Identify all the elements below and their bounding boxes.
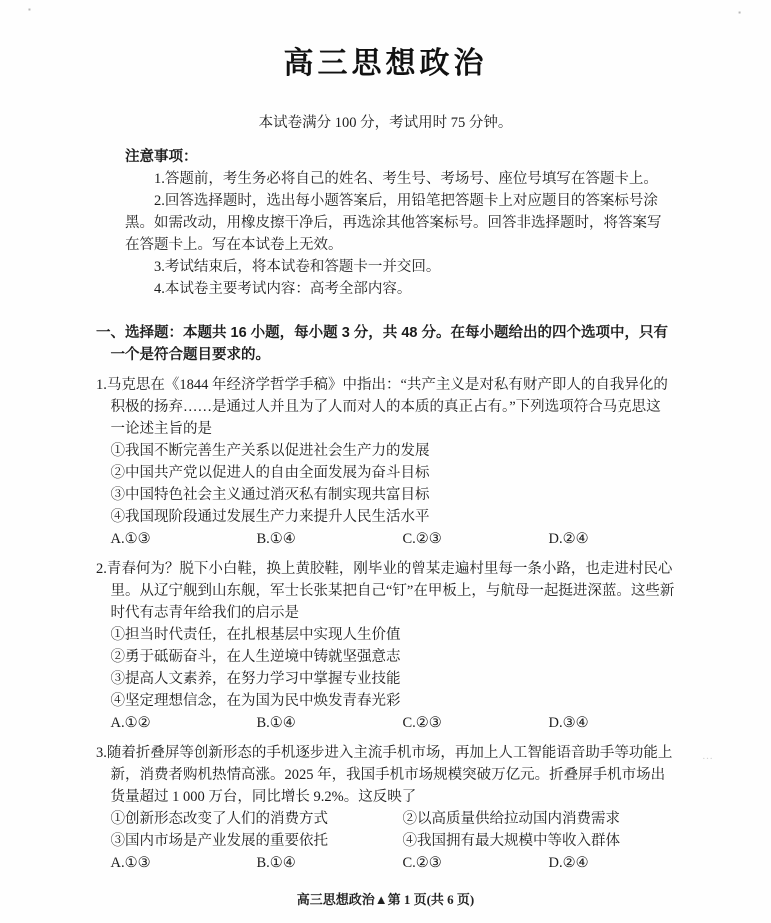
- scan-artifact: ▪: [738, 8, 741, 17]
- notice-item-3: 3.考试结束后，将本试卷和答题卡一并交回。: [154, 259, 441, 275]
- question-3-options: [111, 808, 676, 852]
- notice-item-1: 1.答题前，考生务必将自己的姓名、考生号、考场号、座位号填写在答题卡上。: [154, 171, 658, 187]
- choice-d: D.②④: [548, 531, 589, 547]
- question-2: [96, 558, 675, 734]
- option-4: ④我国现阶段通过发展生产力来提升人民生活水平: [110, 509, 430, 525]
- question-2-choices: [111, 712, 676, 734]
- choice-b: B.①④: [256, 715, 296, 731]
- choice-b: B.①④: [256, 855, 296, 871]
- option-3: ③提高人文素养，在努力学习中掌握专业技能: [110, 671, 401, 687]
- question-2-options: [111, 624, 676, 712]
- option-1: ①创新形态改变了人们的消费方式: [110, 811, 328, 827]
- question-3-choices: [111, 852, 676, 874]
- question-1: [96, 374, 675, 550]
- question-1-stem: 1.马克思在《1844 年经济学哲学手稿》中指出：“共产主义是对私有财产即人的自我异化的积极的扬弃……是通过人并且为了人而对人的本质的真正占有。”下列选项符合马克思这一论述主旨的是: [96, 377, 668, 437]
- choice-d: D.②④: [548, 855, 589, 871]
- question-1-options: [111, 440, 676, 528]
- option-1: ①我国不断完善生产关系以促进社会生产力的发展: [110, 443, 430, 459]
- option-4: ④坚定理想信念，在为国为民中焕发青春光彩: [110, 693, 401, 709]
- choice-c: C.②③: [402, 531, 442, 547]
- question-2-stem: 2.青春何为？脱下小白鞋，换上黄胶鞋，刚毕业的曾某走遍村里每一条小路，也走进村民心里。从辽宁舰到山东舰，军士长张某把自己“钉”在甲板上，与航母一起挺进深蓝。这些新时代有志青年给我们的启示是: [96, 561, 675, 621]
- choice-b: B.①④: [256, 531, 296, 547]
- notice-item-2: 2.回答选择题时，选出每小题答案后，用铅笔把答题卡上对应题目的答案标号涂黑。如需改动，用橡皮擦干净后，再选涂其他答案标号。回答非选择题时，将答案写在答题卡上。写在本试卷上无效。: [125, 193, 662, 253]
- question-1-choices: [111, 528, 676, 550]
- option-2: ②勇于砥砺奋斗，在人生逆境中铸就坚强意志: [110, 649, 401, 665]
- question-3: [96, 742, 675, 874]
- page-footer: 高三思想政治▲第 1 页(共 6 页): [296, 892, 475, 907]
- choice-a: A.①③: [110, 855, 151, 871]
- scan-artifact: ▪: [28, 5, 31, 14]
- page-title: 高三思想政治: [283, 47, 488, 80]
- option-3: ③国内市场是产业发展的重要依托: [110, 833, 328, 849]
- notice-heading: 注意事项：: [125, 149, 198, 165]
- choice-a: A.①③: [110, 531, 151, 547]
- notice-section: [125, 146, 675, 300]
- section-heading: 一、选择题：本题共 16 小题，每小题 3 分，共 48 分。在每小题给出的四个选项中，只有一个是符合题目要求的。: [96, 325, 668, 363]
- option-2: ②中国共产党以促进人的自由全面发展为奋斗目标: [110, 465, 430, 481]
- exam-info-line: 本试卷满分 100 分，考试用时 75 分钟。: [258, 115, 513, 131]
- choice-c: C.②③: [402, 715, 442, 731]
- option-4: ④我国拥有最大规模中等收入群体: [402, 833, 620, 849]
- question-3-stem: 3.随着折叠屏等创新形态的手机逐步进入主流手机市场，再加上人工智能语音助手等功能上新，消费者购机热情高涨。2025 年，我国手机市场规模突破万亿元。折叠屏手机市场出货量超过 1 000 万台，同比增长 9.2%。这反映了: [96, 745, 673, 805]
- choice-d: D.③④: [548, 715, 589, 731]
- choice-c: C.②③: [402, 855, 442, 871]
- option-1: ①担当时代责任，在扎根基层中实现人生价值: [110, 627, 401, 643]
- choice-a: A.①②: [110, 715, 151, 731]
- scan-artifact: …: [702, 750, 713, 762]
- option-2: ②以高质量供给拉动国内消费需求: [402, 811, 620, 827]
- notice-item-4: 4.本试卷主要考试内容：高考全部内容。: [154, 281, 412, 297]
- option-3: ③中国特色社会主义通过消灭私有制实现共富目标: [110, 487, 430, 503]
